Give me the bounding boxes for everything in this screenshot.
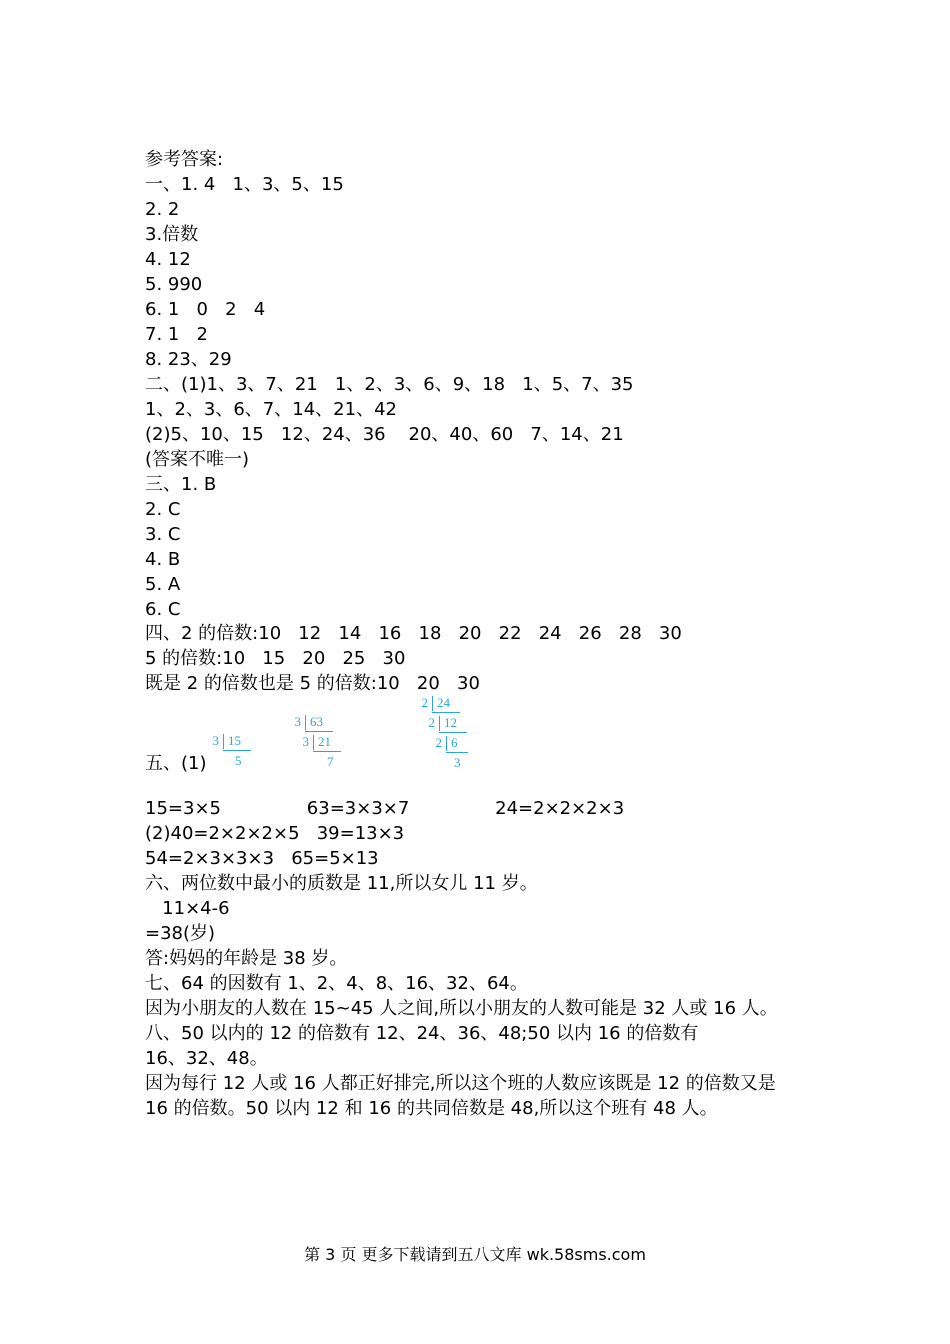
answer-line: 既是 2 的倍数也是 5 的倍数:10 20 30 <box>145 673 480 694</box>
answer-line: 5 的倍数:10 15 20 25 30 <box>145 648 406 669</box>
answer-line: 3. C <box>145 524 181 545</box>
answer-line: 54=2×3×3×3 65=5×13 <box>145 848 379 869</box>
answer-line: 3.倍数 <box>145 224 199 245</box>
answer-line: 六、两位数中最小的质数是 11,所以女儿 11 岁。 <box>145 873 538 894</box>
answer-line: 5. 990 <box>145 274 203 295</box>
answer-line: 因为小朋友的人数在 15~45 人之间,所以小朋友的人数可能是 32 人或 16 人。 <box>145 998 778 1019</box>
answer-line: 4. B <box>145 549 181 570</box>
answer-line: 11×4-6 <box>145 898 230 919</box>
answer-line: 一、1. 4 1、3、5、15 <box>145 174 344 195</box>
answer-line: 四、2 的倍数:10 12 14 16 18 20 22 24 26 28 30 <box>145 623 682 644</box>
answer-line: 6. 1 0 2 4 <box>145 299 266 320</box>
answer-line: (答案不唯一) <box>145 449 250 470</box>
document-page: 参考答案: 一、1. 4 1、3、5、15 2. 2 3.倍数 4. 12 5. 990 6. 1 0 2 4 7. 1 2 8. 23、29 二、(1)1、3、7、21 1、2、3、6、9、18 1、5、7、35 1、2、3、6、7、14、21、42 (2)5、10、15 12、24、36 20、40、60 7、14、21 (答案不唯一) 三、1. B 2. C 3. C 4. B 5. A 6. C 四、2 的倍数:10 12 14 16 18 20 22 24 26 28 30 5 的倍数:10 15 20 25 30 既是 2 的倍数也是 5 的倍数:10 20 30 3 15 5 3 63 3 21 7 2 24 2 12 2 6 3 五、(1) 15=3×5 63=3×3×7 24=2×2×2×3 (2)40=2×2×2×5 39=13×3 54=2×3×3×3 65=5×13 六、两位数中最小的质数是 11,所以女儿 11 岁。 11×4-6 =38(岁) 答:妈妈的年龄是 38 岁。 七、64 的因数有 1、2、4、8、16、32、64。 因为小朋友的人数在 15~45 人之间,所以小朋友的人数可能是 32 人或 16 人。 八、50 以内的 12 的倍数有 12、24、36、48;50 以内 16 的倍数有 16、32、48。 因为每行 12 人或 16 人都正好排完,所以这个班的人数应该既是 12 的倍数又是 16 的倍数。50 以内 12 和 16 的共同倍数是 48,所以这个班有 48 人。 第 3 页 更多下载请到五八文库 wk.58sms.com <box>0 0 950 1344</box>
answer-line: 4. 12 <box>145 249 191 270</box>
answer-line: 6. C <box>145 599 181 620</box>
answer-line: 5. A <box>145 574 181 595</box>
answer-line: (2)5、10、15 12、24、36 20、40、60 7、14、21 <box>145 424 624 445</box>
answer-line: 15=3×5 63=3×3×7 24=2×2×2×3 <box>145 798 625 819</box>
answer-line: 8. 23、29 <box>145 349 232 370</box>
answer-line: 16、32、48。 <box>145 1048 268 1069</box>
answer-line: =38(岁) <box>145 923 216 944</box>
page-footer: 第 3 页 更多下载请到五八文库 wk.58sms.com <box>304 1245 646 1264</box>
answer-line: 八、50 以内的 12 的倍数有 12、24、36、48;50 以内 16 的倍数有 <box>145 1023 699 1044</box>
answer-line: 二、(1)1、3、7、21 1、2、3、6、9、18 1、5、7、35 <box>145 374 634 395</box>
answer-line: 16 的倍数。50 以内 12 和 16 的共同倍数是 48,所以这个班有 48 人。 <box>145 1098 718 1119</box>
answer-line: 2. C <box>145 499 181 520</box>
answer-line: 五、(1) <box>145 753 207 774</box>
answer-line: 三、1. B <box>145 474 217 495</box>
answer-line: 7. 1 2 <box>145 324 208 345</box>
answer-heading: 参考答案: <box>145 149 224 170</box>
answer-line: 1、2、3、6、7、14、21、42 <box>145 399 397 420</box>
answer-line: 2. 2 <box>145 199 180 220</box>
answer-line: (2)40=2×2×2×5 39=13×3 <box>145 823 405 844</box>
answer-line: 七、64 的因数有 1、2、4、8、16、32、64。 <box>145 973 528 994</box>
answer-line: 因为每行 12 人或 16 人都正好排完,所以这个班的人数应该既是 12 的倍数又是 <box>145 1073 776 1094</box>
answer-line: 答:妈妈的年龄是 38 岁。 <box>145 948 348 969</box>
